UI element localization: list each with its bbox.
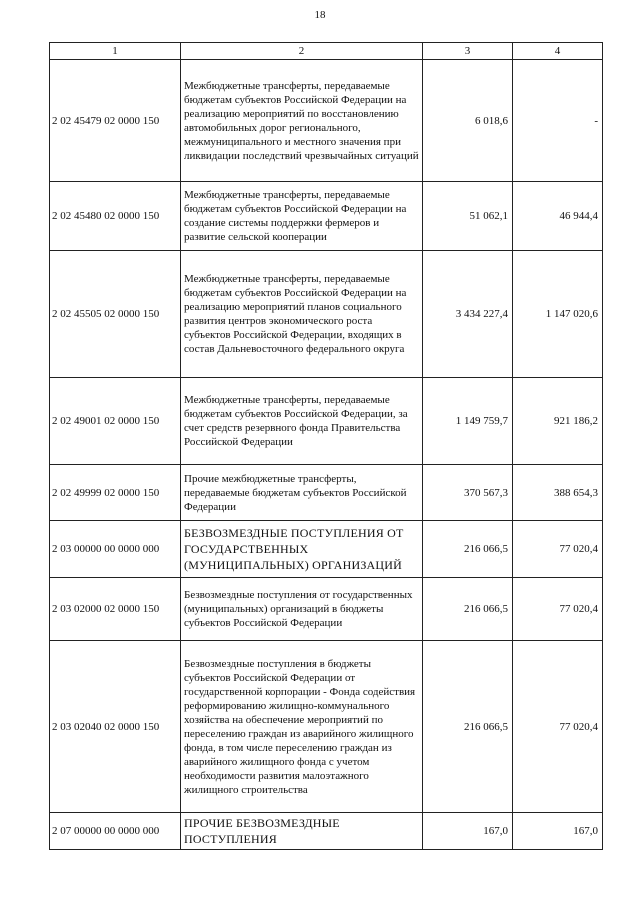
table-row — [50, 521, 603, 578]
table-row — [50, 378, 603, 465]
budget-revenue-table — [49, 42, 603, 850]
column-number-header-row — [50, 43, 603, 60]
table-row — [50, 578, 603, 641]
table-row — [50, 251, 603, 378]
revenue-description: Межбюджетные трансферты, передаваемые бюджетам субъектов Российской Федерации на реализацию мероприятий по восстановлению автомобильных дорог регионального, межмуниципального и местного значения при ликвидации последствий чрезвычайных ситуаций — [181, 60, 423, 182]
amount-value-2: 388 654,3 — [513, 465, 603, 521]
table-row — [50, 813, 603, 850]
budget-code: 2 07 00000 00 0000 000 — [50, 813, 181, 850]
budget-code: 2 02 45480 02 0000 150 — [50, 182, 181, 251]
amount-value-2: 77 020,4 — [513, 641, 603, 813]
amount-value-1: 1 149 759,7 — [423, 378, 513, 465]
budget-code: 2 03 02040 02 0000 150 — [50, 641, 181, 813]
amount-value-1: 370 567,3 — [423, 465, 513, 521]
amount-value-1: 216 066,5 — [423, 578, 513, 641]
revenue-description: Прочие межбюджетные трансферты, передаваемые бюджетам субъектов Российской Федерации — [181, 465, 423, 521]
amount-value-1: 216 066,5 — [423, 641, 513, 813]
column-header-description: 2 — [181, 43, 423, 60]
amount-value-2: 921 186,2 — [513, 378, 603, 465]
revenue-description: Межбюджетные трансферты, передаваемые бюджетам субъектов Российской Федерации на создание системы поддержки фермеров и развитие сельской кооперации — [181, 182, 423, 251]
revenue-description: Межбюджетные трансферты, передаваемые бюджетам субъектов Российской Федерации, за счет средств резервного фонда Правительства Российской Федерации — [181, 378, 423, 465]
budget-code: 2 02 45479 02 0000 150 — [50, 60, 181, 182]
revenue-description: Безвозмездные поступления в бюджеты субъектов Российской Федерации от государственной корпорации - Фонда содействия реформированию жилищно-коммунального хозяйства на обеспечение мероприятий по переселению граждан из аварийного жилищного фонда, в том числе переселению граждан из аварийного жилищного фонда с учетом необходимости развития малоэтажного жилищного строительства — [181, 641, 423, 813]
amount-value-2: 167,0 — [513, 813, 603, 850]
amount-value-2: 1 147 020,6 — [513, 251, 603, 378]
revenue-description: БЕЗВОЗМЕЗДНЫЕ ПОСТУПЛЕНИЯ ОТ ГОСУДАРСТВЕННЫХ (МУНИЦИПАЛЬНЫХ) ОРГАНИЗАЦИЙ — [181, 521, 423, 578]
table-row — [50, 641, 603, 813]
revenue-description: Межбюджетные трансферты, передаваемые бюджетам субъектов Российской Федерации на реализацию мероприятий планов социального развития центров экономического роста субъектов Российской Федерации, входящих в состав Дальневосточного федерального округа — [181, 251, 423, 378]
revenue-description: ПРОЧИЕ БЕЗВОЗМЕЗДНЫЕ ПОСТУПЛЕНИЯ — [181, 813, 423, 850]
budget-code: 2 03 02000 02 0000 150 — [50, 578, 181, 641]
amount-value-1: 3 434 227,4 — [423, 251, 513, 378]
revenue-description: Безвозмездные поступления от государственных (муниципальных) организаций в бюджеты субъектов Российской Федерации — [181, 578, 423, 641]
amount-value-1: 216 066,5 — [423, 521, 513, 578]
column-header-value-2: 4 — [513, 43, 603, 60]
budget-code: 2 02 49999 02 0000 150 — [50, 465, 181, 521]
table-row — [50, 60, 603, 182]
column-header-code: 1 — [50, 43, 181, 60]
budget-code: 2 02 45505 02 0000 150 — [50, 251, 181, 378]
amount-value-1: 6 018,6 — [423, 60, 513, 182]
amount-value-2: 77 020,4 — [513, 578, 603, 641]
budget-code: 2 02 49001 02 0000 150 — [50, 378, 181, 465]
column-header-value-1: 3 — [423, 43, 513, 60]
table-row — [50, 182, 603, 251]
amount-value-2: - — [513, 60, 603, 182]
page-number: 18 — [314, 9, 326, 21]
budget-code: 2 03 00000 00 0000 000 — [50, 521, 181, 578]
amount-value-2: 77 020,4 — [513, 521, 603, 578]
amount-value-1: 51 062,1 — [423, 182, 513, 251]
table-row — [50, 465, 603, 521]
amount-value-2: 46 944,4 — [513, 182, 603, 251]
amount-value-1: 167,0 — [423, 813, 513, 850]
